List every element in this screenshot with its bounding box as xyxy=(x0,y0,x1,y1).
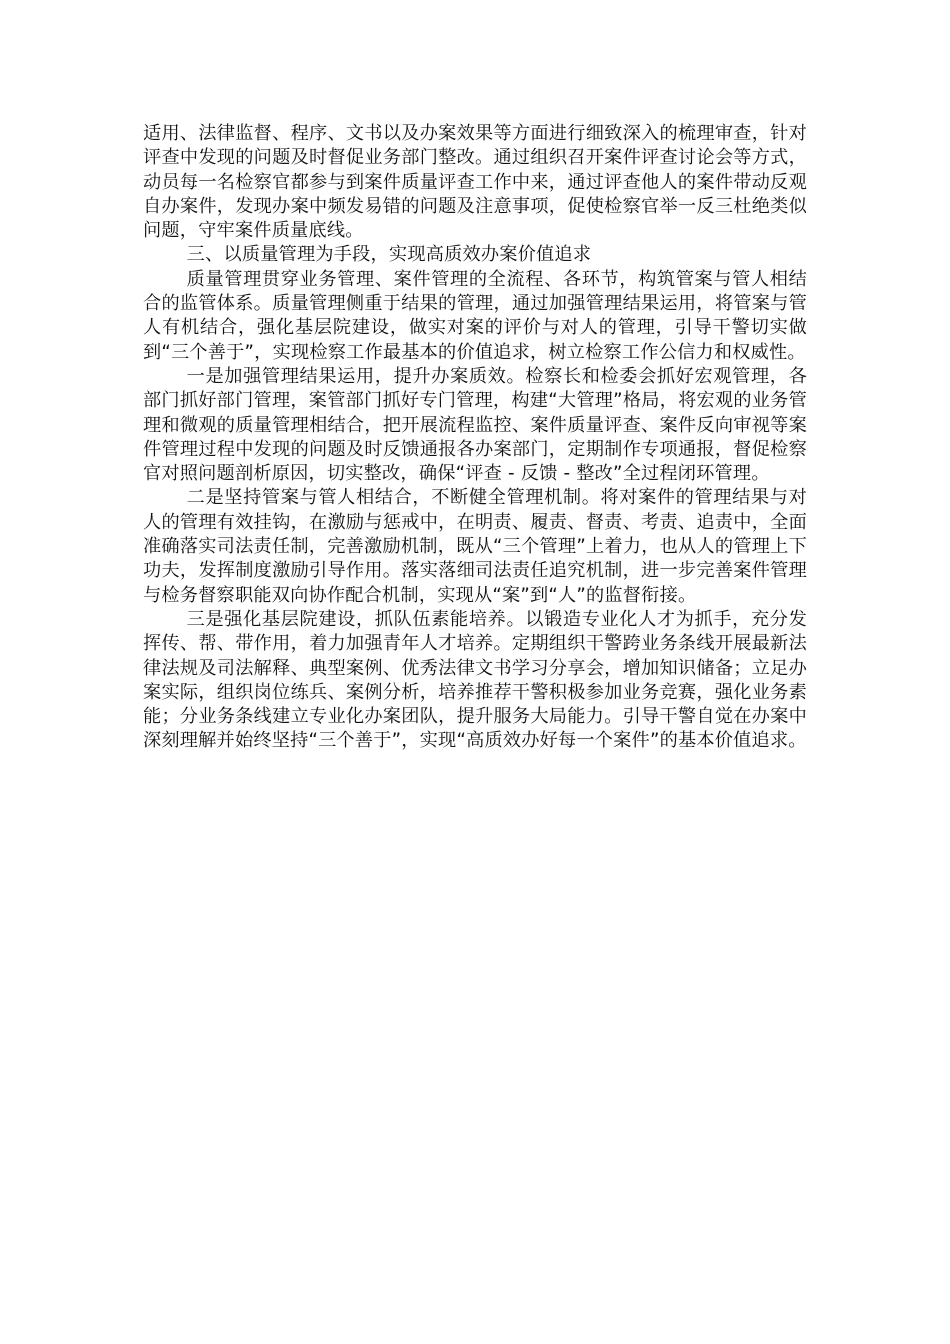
document-body xyxy=(143,122,807,754)
paragraph-point-one: 一是加强管理结果运用，提升办案质效。检察长和检委会抓好宏观管理，各部门抓好部门管理，案管部门抓好专门管理，构建“大管理”格局，将宏观的业务管理和微观的质量管理相结合，把开展流程监控、案件质量评查、案件反向审视等案件管理过程中发现的问题及时反馈通报各办案部门，定期制作专项通报，督促检察官对照问题剖析原因，切实整改，确保“评查 - 反馈 - 整改”全过程闭环管理。 xyxy=(143,365,807,485)
paragraph-continued: 适用、法律监督、程序、文书以及办案效果等方面进行细致深入的梳理审查，针对评查中发现的问题及时督促业务部门整改。通过组织召开案件评查讨论会等方式，动员每一名检察官都参与到案件质量评查工作中来，通过评查他人的案件带动反观自办案件，发现办案中频发易错的问题及注意事项，促使检察官举一反三杜绝类似问题，守牢案件质量底线。 xyxy=(143,123,807,242)
paragraph-point-two: 二是坚持管案与管人相结合，不断健全管理机制。将对案件的管理结果与对人的管理有效挂钩，在激励与惩戒中，在明责、履责、督责、考责、追责中，全面准确落实司法责任制，完善激励机制，既从“三个管理”上着力，也从人的管理上下功夫，发挥制度激励引导作用。落实落细司法责任追究机制，进一步完善案件管理与检务督察职能双向协作配合机制，实现从“案”到“人”的监督衔接。 xyxy=(143,487,807,606)
paragraph-quality-management: 质量管理贯穿业务管理、案件管理的全流程、各环节，构筑管案与管人相结合的监管体系。质量管理侧重于结果的管理，通过加强管理结果运用，将管案与管人有机结合，强化基层院建设，做实对案的评价与对人的管理，引导干警切实做到“三个善于”，实现检察工作最基本的价值追求，树立检察工作公信力和权威性。 xyxy=(143,268,807,363)
paragraph-point-three: 三是强化基层院建设，抓队伍素能培养。以锻造专业化人才为抓手，充分发挥传、帮、带作用，着力加强青年人才培养。定期组织干警跨业务条线开展最新法律法规及司法解释、典型案例、优秀法律文书学习分享会，增加知识储备；立足办案实际，组织岗位练兵、案例分析，培养推荐干警积极参加业务竞赛，强化业务素能；分业务条线建立专业化办案团队，提升服务大局能力。引导干警自觉在办案中深刻理解并始终坚持“三个善于”，实现“高质效办好每一个案件”的基本价值追求。 xyxy=(143,608,807,752)
section-heading: 三、以质量管理为手段，实现高质效办案价值追求 xyxy=(186,244,592,266)
